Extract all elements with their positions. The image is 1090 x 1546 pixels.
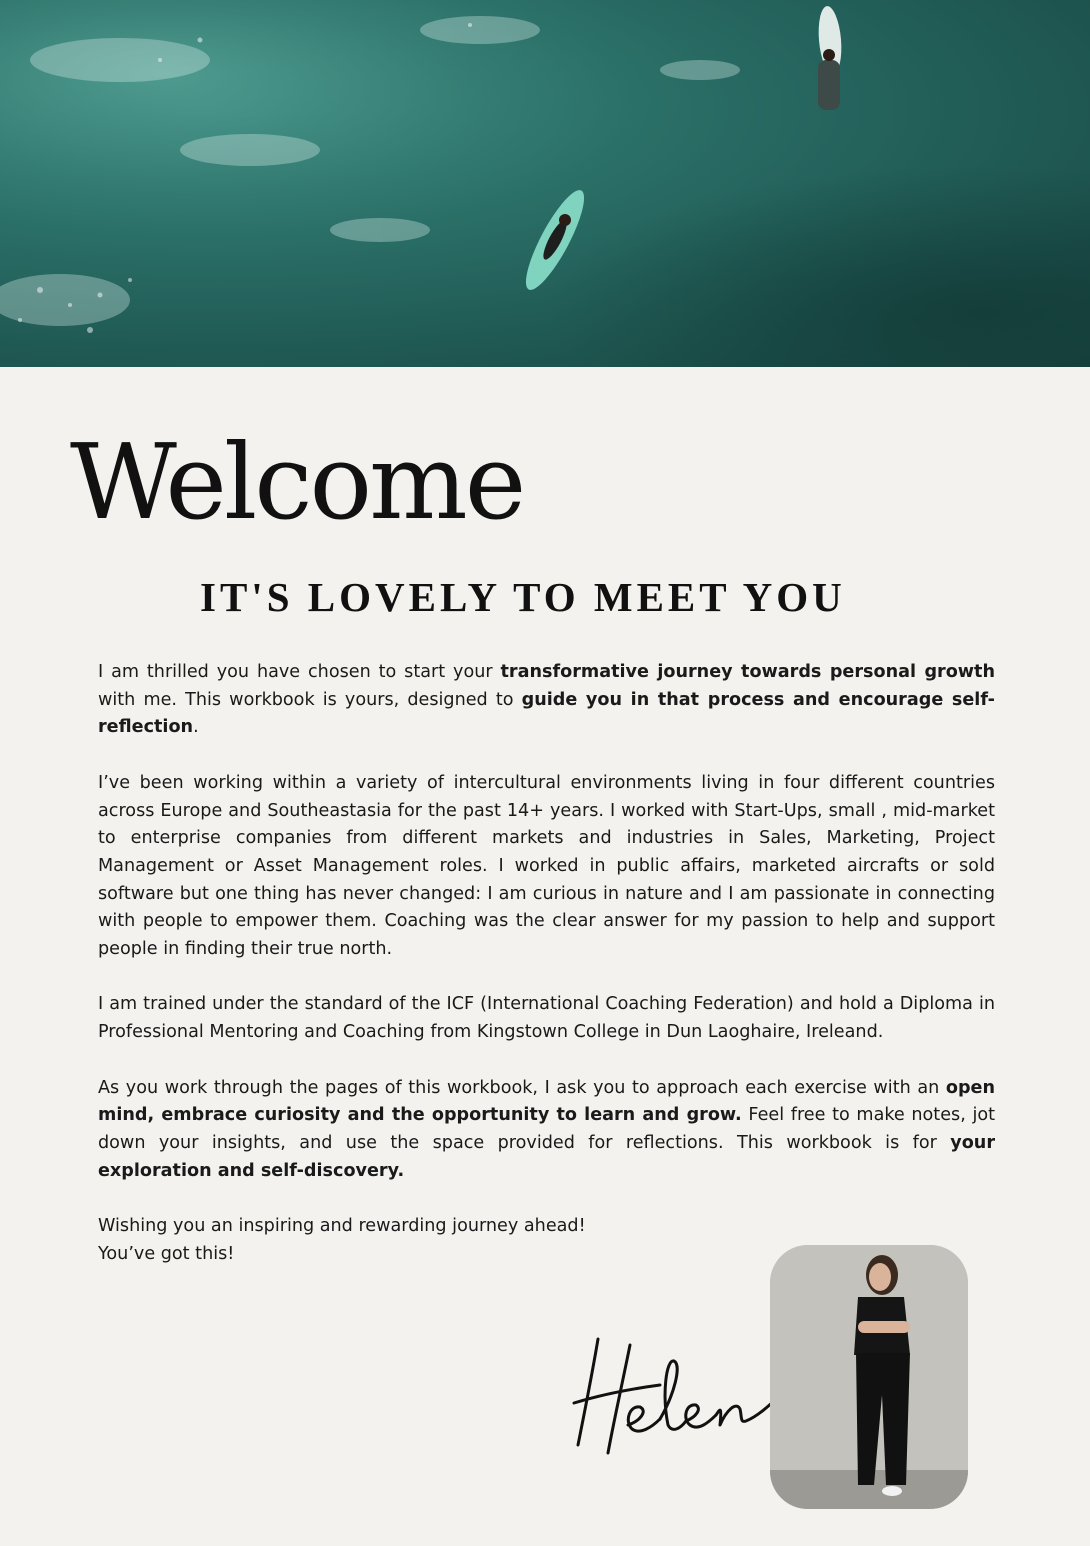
page-subtitle: IT'S LOVELY TO MEET YOU: [200, 574, 846, 620]
signature: [570, 1325, 790, 1465]
page-title: Welcome: [70, 421, 524, 543]
paragraph-background: I’ve been working within a variety of intercultural environments living in four different countries across Europe and Southeastasia for the past 14+ years. I worked with Start-Ups, small , mid-market to enterprise companies from different markets and industries in Sales, Marketing, Project Management or Asset Management roles. I worked in public affairs, marketed aircrafts or sold software but one thing has never changed: I am curious in nature and I am passionate in connecting with people to empower them. Coaching was the clear answer for my passion to help and support people in finding their true north.: [98, 772, 995, 960]
paragraph-credentials: I am trained under the standard of the ICF (International Coaching Federation) and hold a Diploma in Professional Mentoring and Coaching from Kingstown College in Dun Laoghaire, Ireleand.: [98, 994, 995, 1043]
welcome-letter: [98, 659, 995, 1296]
person-illustration: [770, 1245, 968, 1509]
signature-image: [570, 1325, 790, 1465]
paragraph-intro: I am thrilled you have chosen to start your transformative journey towards personal growth with me. This workbook is yours, designed to guide you in that process and encourage self-reflection.: [98, 662, 995, 738]
portrait-photo: [770, 1245, 968, 1509]
header-ocean-image: [0, 0, 1090, 367]
paragraph-approach: As you work through the pages of this workbook, I ask you to approach each exercise with an open mind, embrace curiosity and the opportunity to learn and grow. Feel free to make notes, jot down your insights, and use the space provided for reflections. This workbook is for your exploration and self-discovery.: [98, 1077, 995, 1181]
paragraph-closing: Wishing you an inspiring and rewarding journey ahead! You’ve got this!: [98, 1216, 586, 1264]
ocean-illustration: [0, 0, 1090, 367]
